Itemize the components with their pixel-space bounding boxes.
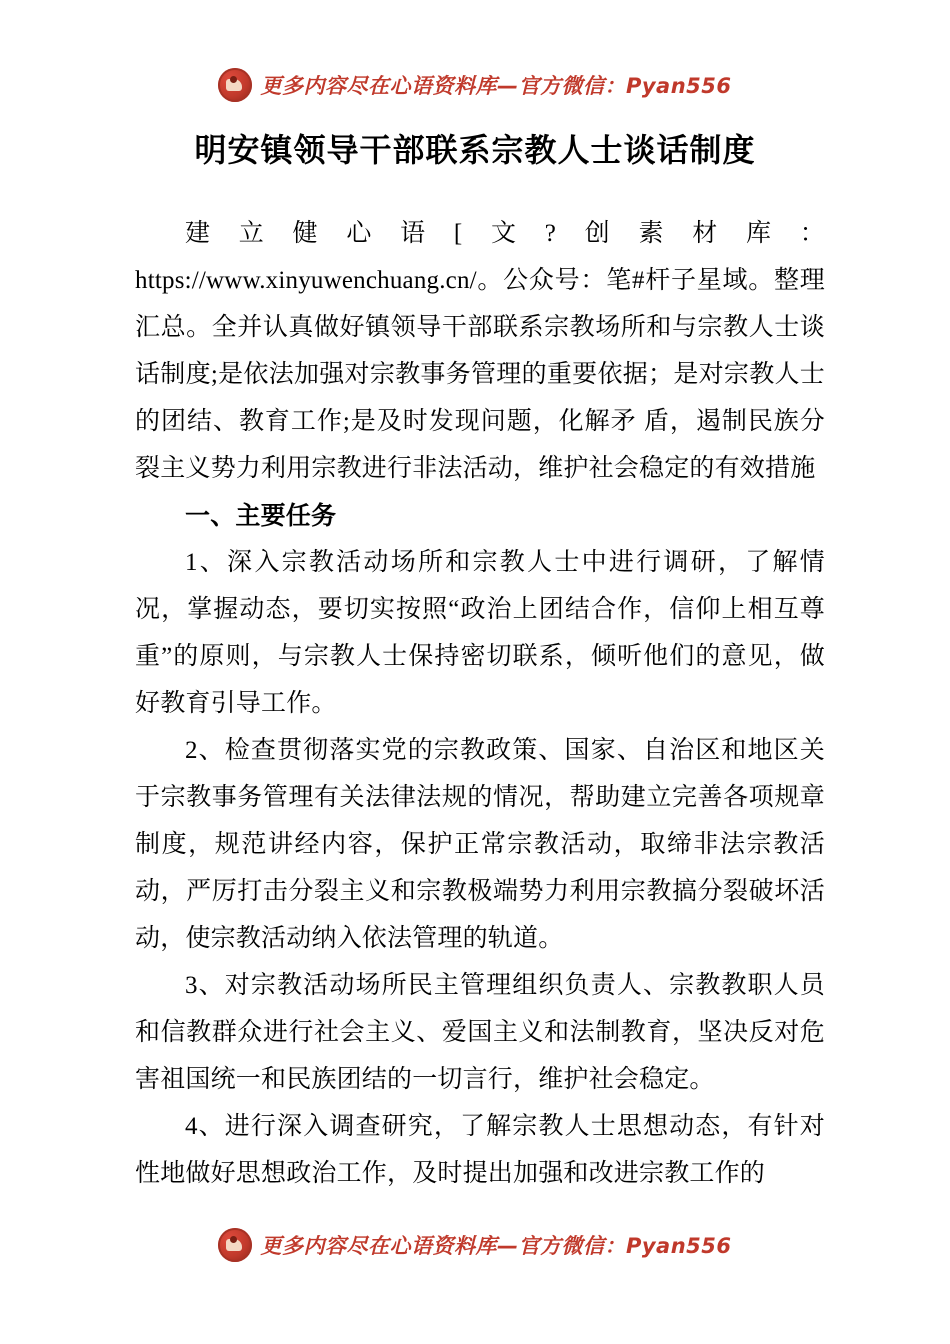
red-circle-logo-icon [218,68,252,102]
paragraph-intro: 建立健心语[文?创素材库：https://www.xinyuwenchuang.cn/。公众号：笔#杆子星域。整理汇总。全并认真做好镇领导干部联系宗教场所和与宗教人士谈话制度;是依法加强对宗教事务管理的重要依据；是对宗教人士的团结、教育工作;是及时发现问题，化解矛 盾，遏制民族分裂主义势力利用宗教进行非法活动，维护社会稳定的有效措施 [135,220,825,482]
section-heading-1: 一、主要任务 [185,501,337,530]
red-circle-logo-icon [218,1228,252,1262]
watermark-handle: Pyan556 [625,74,732,98]
page-title: 明安镇领导干部联系宗教人士谈话制度 [194,131,756,169]
watermark-top [0,68,950,102]
paragraph-item-4: 4、进行深入调查研究，了解宗教人士思想动态，有针对性地做好思想政治工作，及时提出加强和改进宗教工作的 [135,1113,825,1187]
paragraph-item-2: 2、检查贯彻落实党的宗教政策、国家、自治区和地区关于宗教事务管理有关法律法规的情况，帮助建立完善各项规章制度，规范讲经内容，保护正常宗教活动，取缔非法宗教活动，严厉打击分裂主义和宗教极端势力利用宗教搞分裂破坏活动，使宗教活动纳入依法管理的轨道。 [135,737,825,952]
watermark-main-text: 更多内容尽在心语资料库—官方微信： [260,74,626,98]
watermark-text [260,1230,731,1260]
document-body [135,210,825,1197]
paragraph-item-3: 3、对宗教活动场所民主管理组织负责人、宗教教职人员和信教群众进行社会主义、爱国主义和法制教育，坚决反对危害祖国统一和民族团结的一切言行，维护社会稳定。 [135,972,825,1093]
watermark-bottom [0,1228,950,1262]
watermark-text [260,70,731,100]
watermark-main-text: 更多内容尽在心语资料库—官方微信： [260,1234,626,1258]
watermark-handle: Pyan556 [625,1234,732,1258]
paragraph-item-1: 1、深入宗教活动场所和宗教人士中进行调研，了解情况，掌握动态，要切实按照“政治上团结合作，信仰上相互尊重”的原则，与宗教人士保持密切联系，倾听他们的意见，做好教育引导工作。 [135,549,825,717]
